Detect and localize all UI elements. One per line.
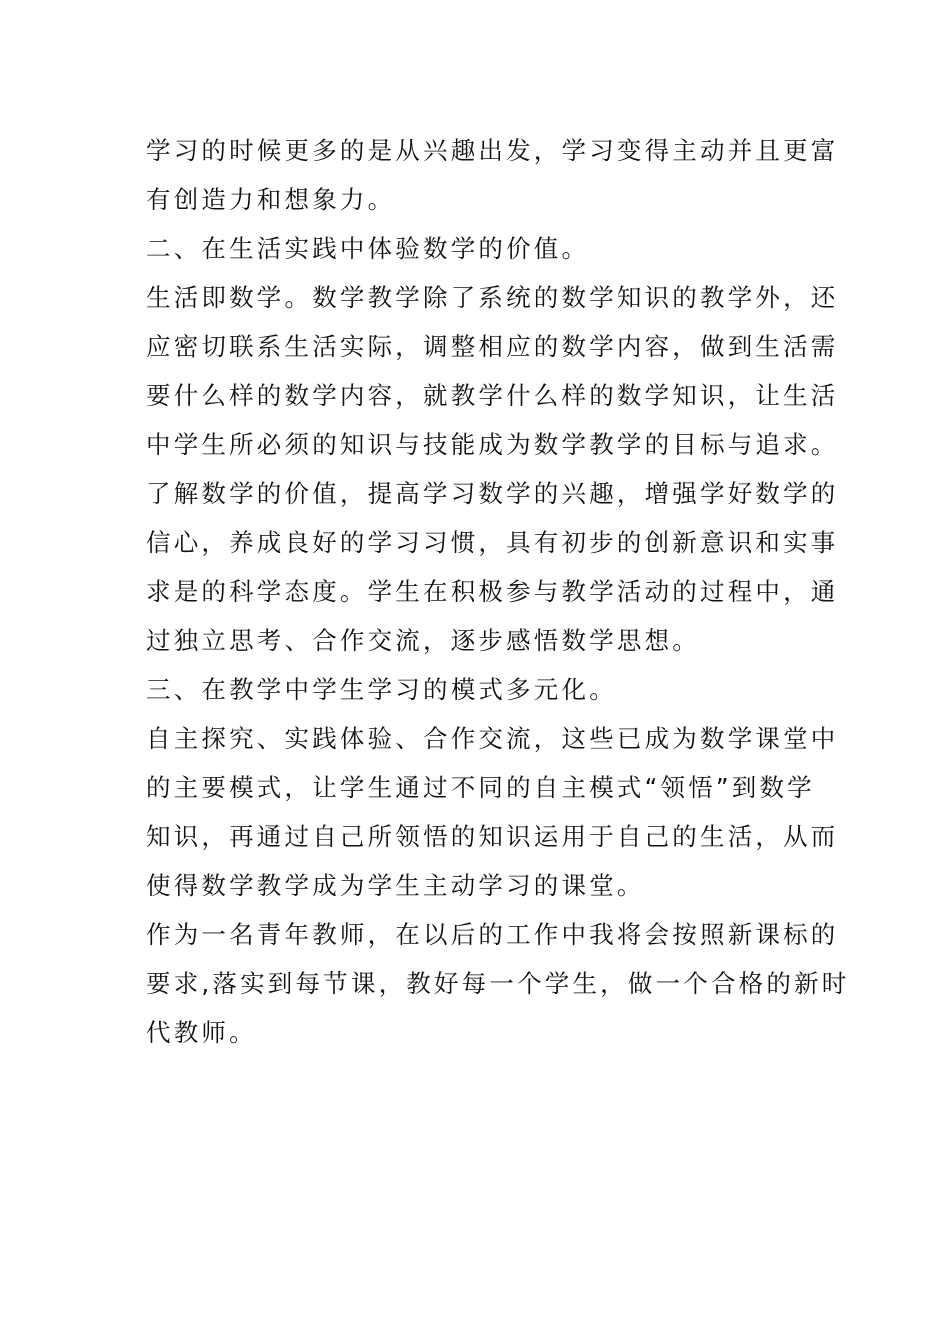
paragraph-life-practice [146,273,839,665]
text-line: 代教师。 [146,1018,257,1047]
text-line: 学习的时候更多的是从兴趣出发，学习变得主动并且更富 [146,136,839,165]
heading-line: 二、在生活实践中体验数学的价值。 [146,234,590,263]
text-line: 自主探究、实践体验、合作交流，这些已成为数学课堂中 [146,724,839,753]
text-line: 要什么样的数学内容，就教学什么样的数学知识，让生活 [146,381,839,410]
text-line: 的主要模式，让学生通过不同的自主模式“领悟”到数学 [146,773,815,802]
text-line: 过独立思考、合作交流，逐步感悟数学思想。 [146,626,700,655]
paragraph-intro-continuation [146,126,839,224]
text-line: 作为一名青年教师，在以后的工作中我将会按照新课标的 [146,920,839,949]
paragraph-conclusion [146,910,850,1057]
text-line: 信心，养成良好的学习习惯，具有初步的创新意识和实事 [146,528,839,557]
paragraph-learning-modes [146,714,839,910]
text-line: 中学生所必须的知识与技能成为数学教学的目标与追求。 [146,430,839,459]
document-body [146,126,850,1057]
text-line: 知识，再通过自己所领悟的知识运用于自己的生活，从而 [146,822,839,851]
text-line: 了解数学的价值，提高学习数学的兴趣，增强学好数学的 [146,479,839,508]
text-line: 生活即数学。数学教学除了系统的数学知识的教学外，还 [146,283,839,312]
section-heading-two [146,224,808,273]
text-line: 应密切联系生活实际，调整相应的数学内容，做到生活需 [146,332,839,361]
text-line: 要求,落实到每节课，教好每一个学生，做一个合格的新时 [146,969,850,998]
section-heading-three [146,665,808,714]
text-line: 求是的科学态度。学生在积极参与教学活动的过程中，通 [146,577,839,606]
heading-line: 三、在教学中学生学习的模式多元化。 [146,675,617,704]
text-line: 有创造力和想象力。 [146,185,396,214]
text-line: 使得数学教学成为学生主动学习的课堂。 [146,871,645,900]
